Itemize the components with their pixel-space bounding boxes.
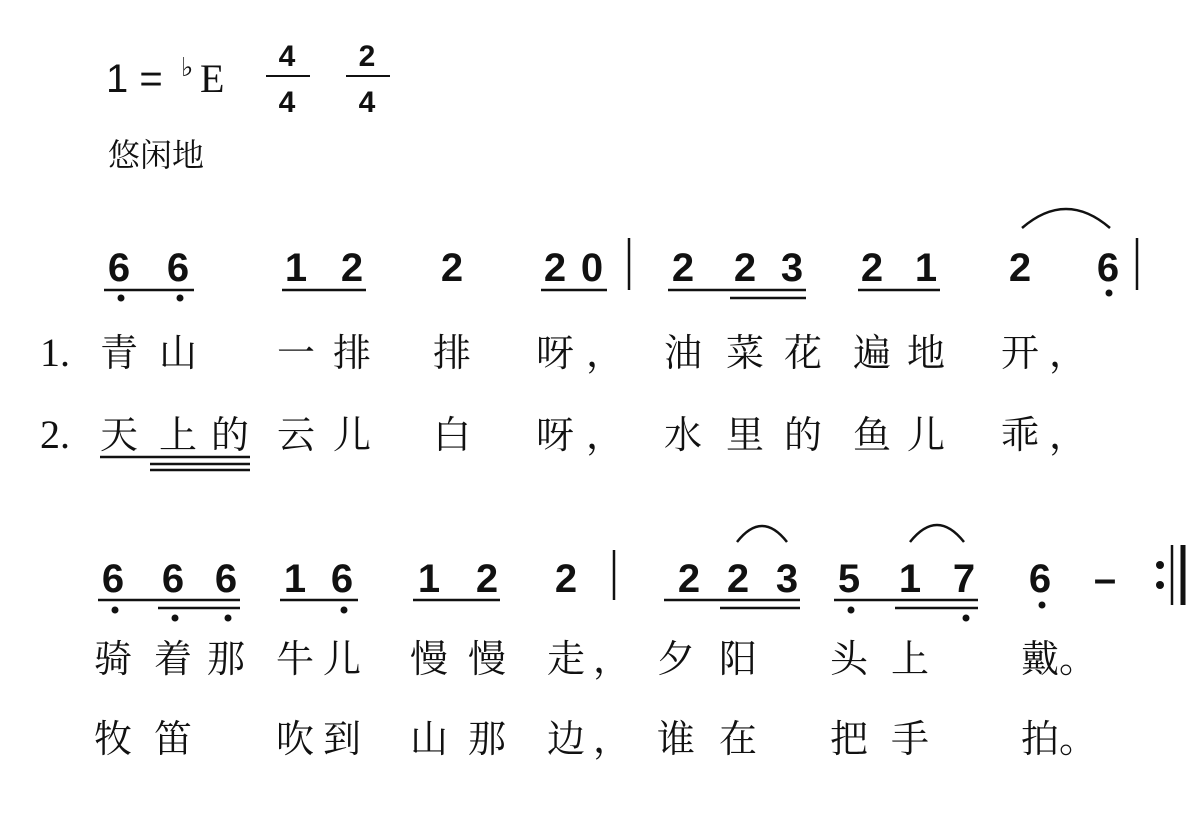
key-flat-sign: ♭ bbox=[181, 52, 194, 82]
note: 1 bbox=[417, 557, 441, 601]
note: 1 bbox=[284, 246, 308, 290]
note: 6 bbox=[166, 246, 190, 290]
system-2-beams bbox=[98, 600, 978, 608]
lyric: 儿 bbox=[906, 413, 946, 457]
lyric: 菜 bbox=[725, 331, 765, 375]
lyric: 水 bbox=[663, 413, 703, 457]
lyric: 那 bbox=[206, 637, 246, 681]
verse-2-melisma-lines bbox=[100, 457, 250, 470]
note: 3 bbox=[780, 246, 804, 290]
note: 2 bbox=[677, 557, 701, 601]
note: 1 bbox=[914, 246, 938, 290]
lyric: 手 bbox=[890, 717, 930, 761]
note-rest: 0 bbox=[580, 246, 604, 290]
time-sig-1-numerator: 4 bbox=[278, 40, 296, 73]
lyric: 阳 bbox=[718, 637, 758, 681]
lyric: 白 bbox=[432, 413, 472, 457]
lyric: 遍 bbox=[852, 331, 892, 375]
lyric: 谁 bbox=[656, 717, 696, 761]
lyric: 头 bbox=[829, 637, 869, 681]
lyric: 着 bbox=[153, 637, 193, 681]
lyric: 开 bbox=[1000, 331, 1040, 375]
slur bbox=[737, 526, 787, 542]
lyric: 把 bbox=[829, 717, 869, 761]
lyric: 排 bbox=[432, 331, 472, 375]
note: 2 bbox=[475, 557, 499, 601]
lyric: 一 bbox=[276, 331, 316, 375]
lyric: 吹 bbox=[275, 717, 315, 761]
lyric: 山 bbox=[409, 717, 449, 761]
lyric: 排 bbox=[332, 331, 372, 375]
lyric: 到 bbox=[322, 717, 362, 761]
lyric: 。 bbox=[1058, 637, 1098, 681]
lyric: 云 bbox=[276, 413, 316, 457]
note: 2 bbox=[340, 246, 364, 290]
key-note: E bbox=[200, 56, 225, 101]
system-2-low-octave-dots bbox=[112, 602, 1046, 622]
lyric: 山 bbox=[158, 331, 198, 375]
lyric: 呀 bbox=[535, 413, 575, 457]
lyric: 走 bbox=[546, 637, 586, 681]
tempo-marking: 悠闲地 bbox=[108, 136, 205, 174]
system-2-notes bbox=[102, 557, 1116, 601]
note: 2 bbox=[726, 557, 750, 601]
dash: – bbox=[1093, 557, 1117, 601]
lyric: 拍 bbox=[1020, 717, 1060, 761]
slur bbox=[1022, 209, 1110, 228]
lyric: ， bbox=[1048, 331, 1088, 375]
lyric: ， bbox=[585, 413, 625, 457]
system-1-beams bbox=[104, 290, 940, 298]
verse-1-number: 1. bbox=[40, 330, 70, 375]
note: 6 bbox=[214, 557, 238, 601]
note: 6 bbox=[1028, 557, 1052, 601]
lyric: 在 bbox=[718, 717, 758, 761]
note: 3 bbox=[775, 557, 799, 601]
lyric: ， bbox=[592, 637, 632, 681]
lyric: 鱼 bbox=[852, 413, 892, 457]
note: 2 bbox=[554, 557, 578, 601]
lyric: 呀 bbox=[535, 331, 575, 375]
lyric: 乖 bbox=[1000, 413, 1040, 457]
lyric: 的 bbox=[783, 413, 823, 457]
lyric: 那 bbox=[467, 717, 507, 761]
lyric: 牧 bbox=[93, 717, 133, 761]
lyric: 慢 bbox=[409, 637, 449, 681]
lyric: 天 bbox=[99, 413, 139, 457]
time-sig-2-denominator: 4 bbox=[358, 86, 376, 119]
system-1-notes bbox=[108, 246, 1119, 290]
note: 2 bbox=[671, 246, 695, 290]
note: 6 bbox=[101, 557, 125, 601]
lyric: 夕 bbox=[656, 637, 696, 681]
note: 6 bbox=[161, 557, 185, 601]
system-1-verse-2 bbox=[100, 413, 1087, 457]
lyric: 戴 bbox=[1020, 637, 1060, 681]
time-sig-2-numerator: 2 bbox=[358, 40, 376, 73]
system-2-verse-2 bbox=[94, 717, 1097, 761]
note: 6 bbox=[107, 246, 131, 290]
lyric: 骑 bbox=[93, 637, 133, 681]
key-label: 1 = bbox=[106, 57, 163, 101]
lyric: 。 bbox=[1058, 717, 1098, 761]
note: 2 bbox=[543, 246, 567, 290]
lyric: ， bbox=[585, 331, 625, 375]
lyric: 笛 bbox=[153, 717, 193, 761]
lyric: ， bbox=[1048, 413, 1088, 457]
system-1-low-octave-dots bbox=[118, 290, 1113, 302]
note: 6 bbox=[330, 557, 354, 601]
lyric: 里 bbox=[725, 413, 765, 457]
time-sig-1-denominator: 4 bbox=[278, 86, 296, 119]
system-1-verse-1 bbox=[100, 331, 1087, 375]
lyric: 上 bbox=[158, 413, 198, 457]
note: 2 bbox=[733, 246, 757, 290]
lyric: ， bbox=[592, 717, 632, 761]
lyric: 油 bbox=[663, 331, 703, 375]
system-2-verse-1 bbox=[94, 637, 1097, 681]
note: 2 bbox=[1008, 246, 1032, 290]
lyric: 慢 bbox=[467, 637, 507, 681]
slur bbox=[910, 525, 964, 542]
lyric: 上 bbox=[890, 637, 930, 681]
note: 7 bbox=[952, 557, 976, 601]
lyric: 地 bbox=[906, 331, 946, 375]
note: 2 bbox=[440, 246, 464, 290]
repeat-dots bbox=[1156, 561, 1164, 589]
note: 5 bbox=[837, 557, 861, 601]
verse-2-number: 2. bbox=[40, 412, 70, 457]
note: 1 bbox=[898, 557, 922, 601]
lyric: 儿 bbox=[322, 637, 362, 681]
lyric: 的 bbox=[210, 413, 250, 457]
lyric: 儿 bbox=[332, 413, 372, 457]
note: 2 bbox=[860, 246, 884, 290]
lyric: 花 bbox=[783, 331, 823, 375]
lyric: 青 bbox=[99, 331, 139, 375]
lyric: 边 bbox=[546, 717, 586, 761]
note: 1 bbox=[283, 557, 307, 601]
lyric: 牛 bbox=[275, 637, 315, 681]
note: 6 bbox=[1096, 246, 1120, 290]
